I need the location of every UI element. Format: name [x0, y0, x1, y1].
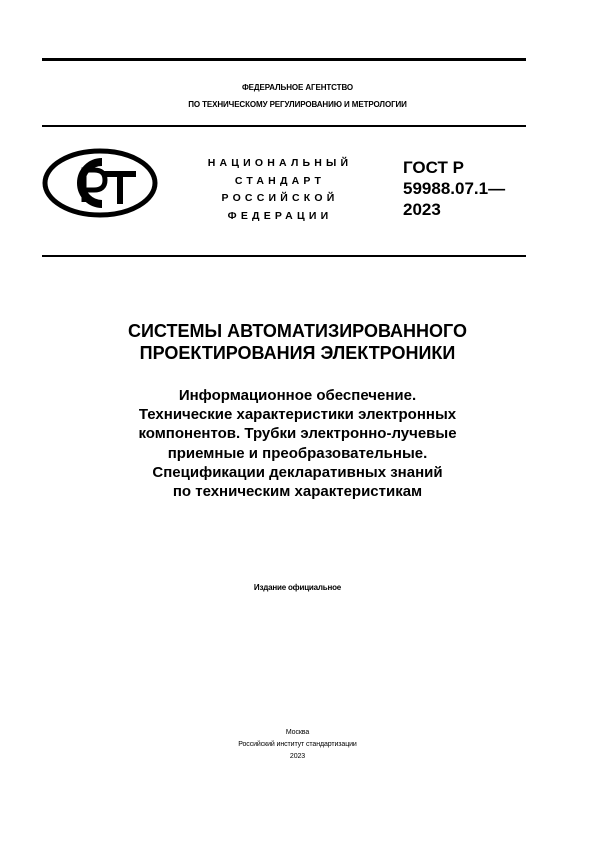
national-standard-line-1: НАЦИОНАЛЬНЫЙ [207, 157, 353, 169]
footer-city: Москва [285, 729, 310, 736]
agency-line-2: ПО ТЕХНИЧЕСКОМУ РЕГУЛИРОВАНИЮ И МЕТРОЛОГИИ [188, 100, 407, 109]
upper-divider [42, 125, 526, 127]
standard-designation [403, 157, 505, 220]
national-standard-line-4: ФЕДЕРАЦИИ [227, 209, 333, 222]
document-subtitle [0, 386, 595, 501]
agency-line-1: ФЕДЕРАЛЬНОЕ АГЕНТСТВО [241, 83, 354, 92]
footer-year: 2023 [289, 753, 306, 760]
edition-label: Издание официальное [253, 583, 342, 592]
rst-certification-mark-icon [42, 148, 158, 218]
subtitle-line-2: Технические характеристики электронных [138, 406, 457, 424]
publication-footer [0, 727, 595, 763]
subtitle-line-5: Спецификации декларативных знаний [152, 463, 443, 481]
top-rule [42, 58, 526, 61]
footer-publisher: Российский институт стандартизации [238, 741, 357, 748]
national-standard-line-2: СТАНДАРТ [234, 174, 326, 187]
designation-line-3: 2023 [403, 200, 441, 219]
subtitle-line-4: приемные и преобразовательные. [167, 444, 428, 462]
lower-divider [42, 255, 526, 257]
title-line-1: СИСТЕМЫ АВТОМАТИЗИРОВАННОГО [127, 321, 468, 341]
document-title [0, 320, 595, 364]
subtitle-line-6: по техническим характеристикам [172, 483, 423, 501]
designation-line-2: 59988.07.1— [403, 179, 506, 198]
national-standard-line-3: РОССИЙСКОЙ [221, 192, 339, 204]
subtitle-line-3: компонентов. Трубки электронно-лучевые [138, 425, 457, 443]
national-standard-block [180, 155, 380, 225]
designation-line-1: ГОСТ Р [403, 158, 464, 177]
subtitle-line-1: Информационное обеспечение. [178, 387, 417, 404]
title-line-2: ПРОЕКТИРОВАНИЯ ЭЛЕКТРОНИКИ [139, 343, 456, 363]
